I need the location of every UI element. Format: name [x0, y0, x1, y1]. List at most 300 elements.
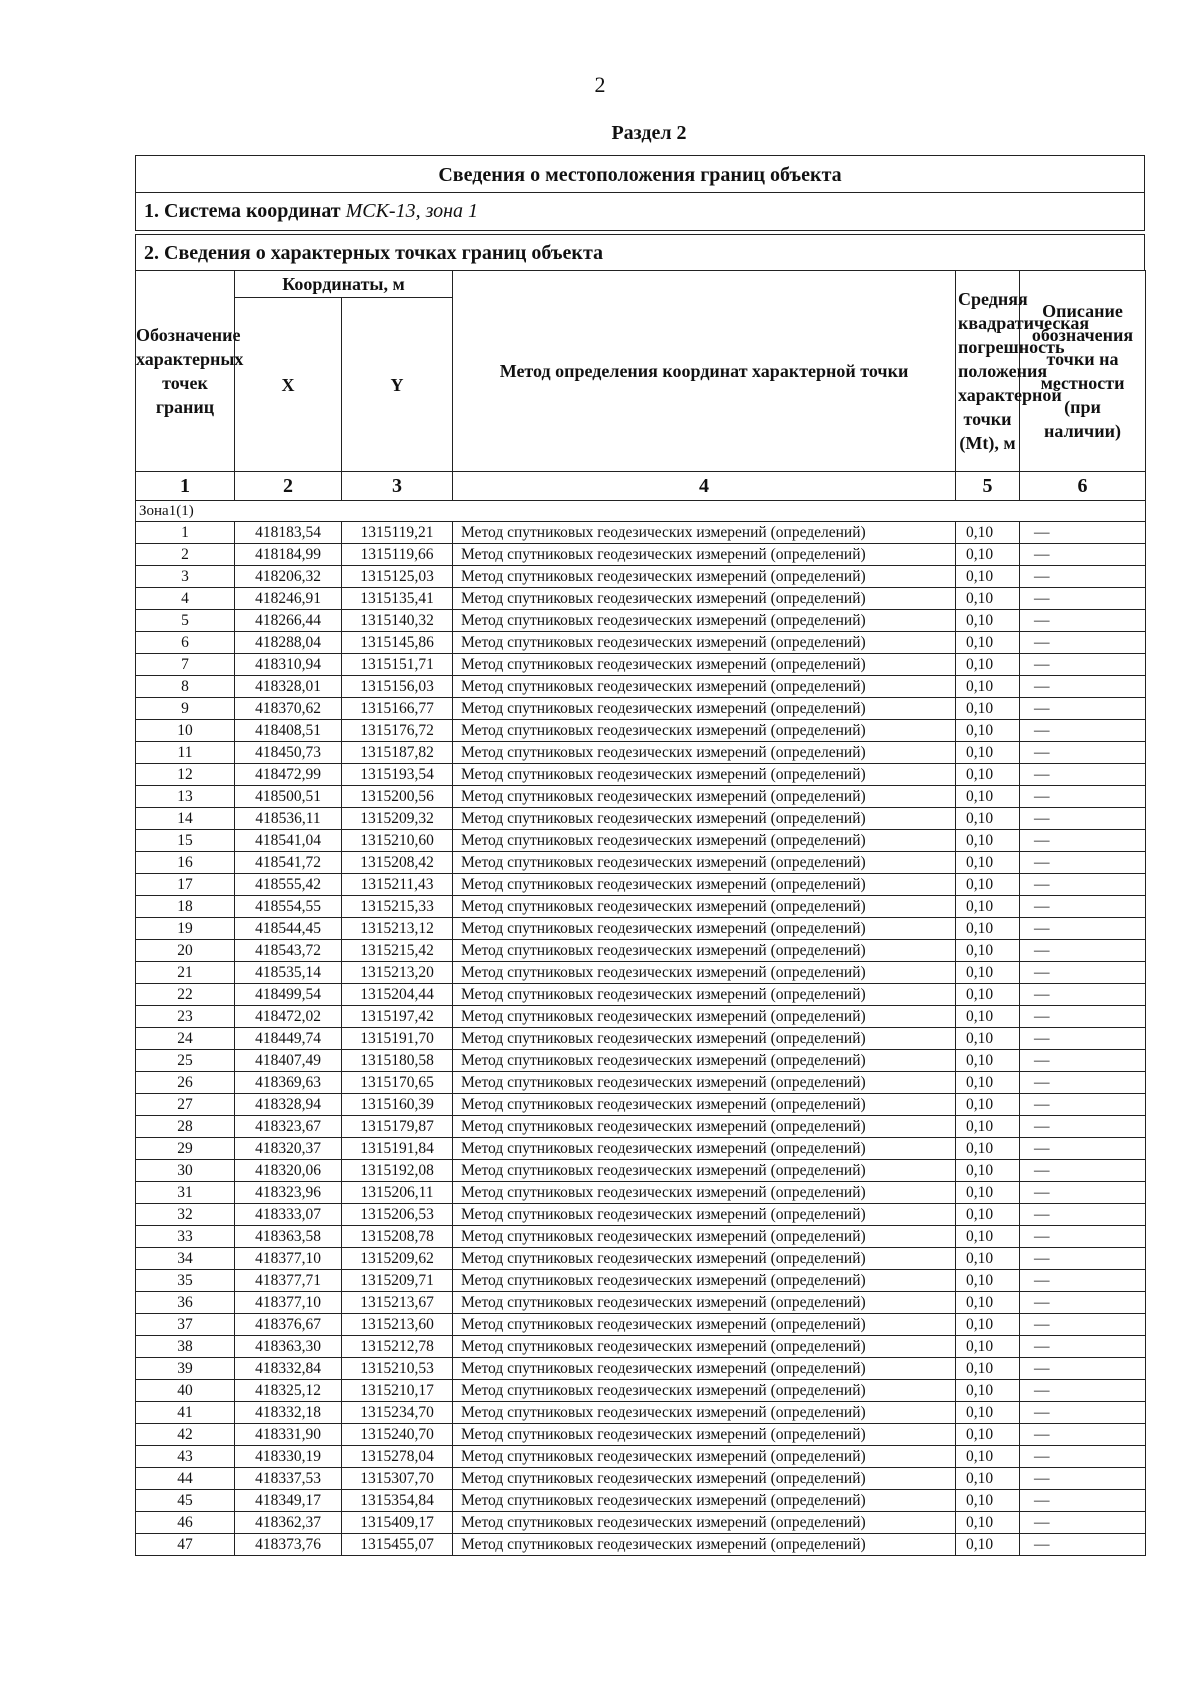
- method-cell: Метод спутниковых геодезических измерений (определений): [453, 1226, 956, 1248]
- description-cell: —: [1020, 1358, 1146, 1380]
- description-cell: —: [1020, 588, 1146, 610]
- description-cell: —: [1020, 1490, 1146, 1512]
- coord-y: 1315210,17: [342, 1380, 453, 1402]
- description-cell: —: [1020, 1160, 1146, 1182]
- table-row: [136, 632, 1146, 654]
- point-number: 15: [136, 830, 235, 852]
- error-cell: 0,10: [956, 632, 1020, 654]
- error-cell: 0,10: [956, 1006, 1020, 1028]
- coord-y: 1315204,44: [342, 984, 453, 1006]
- point-number: 24: [136, 1028, 235, 1050]
- coord-x: 418408,51: [235, 720, 342, 742]
- error-cell: 0,10: [956, 610, 1020, 632]
- method-cell: Метод спутниковых геодезических измерений (определений): [453, 830, 956, 852]
- coord-x: 418449,74: [235, 1028, 342, 1050]
- coord-y: 1315354,84: [342, 1490, 453, 1512]
- coord-x: 418472,99: [235, 764, 342, 786]
- method-cell: Метод спутниковых геодезических измерений (определений): [453, 1446, 956, 1468]
- table-row: [136, 1380, 1146, 1402]
- point-number: 39: [136, 1358, 235, 1380]
- description-cell: —: [1020, 808, 1146, 830]
- coord-x: 418543,72: [235, 940, 342, 962]
- point-number: 31: [136, 1182, 235, 1204]
- error-cell: 0,10: [956, 1160, 1020, 1182]
- coord-y: 1315213,60: [342, 1314, 453, 1336]
- coord-x: 418328,94: [235, 1094, 342, 1116]
- error-cell: 0,10: [956, 1314, 1020, 1336]
- table-row: [136, 1468, 1146, 1490]
- method-cell: Метод спутниковых геодезических измерений (определений): [453, 808, 956, 830]
- coord-x: 418325,12: [235, 1380, 342, 1402]
- coord-x: 418541,72: [235, 852, 342, 874]
- coord-x: 418333,07: [235, 1204, 342, 1226]
- error-cell: 0,10: [956, 984, 1020, 1006]
- coord-y: 1315210,60: [342, 830, 453, 852]
- error-cell: 0,10: [956, 566, 1020, 588]
- error-cell: 0,10: [956, 1534, 1020, 1556]
- point-number: 32: [136, 1204, 235, 1226]
- table-row: [136, 1138, 1146, 1160]
- coord-y: 1315307,70: [342, 1468, 453, 1490]
- description-cell: —: [1020, 1116, 1146, 1138]
- error-cell: 0,10: [956, 1380, 1020, 1402]
- point-number: 46: [136, 1512, 235, 1534]
- description-cell: —: [1020, 698, 1146, 720]
- coord-x: 418332,84: [235, 1358, 342, 1380]
- coord-x: 418330,19: [235, 1446, 342, 1468]
- point-number: 35: [136, 1270, 235, 1292]
- description-cell: —: [1020, 1094, 1146, 1116]
- column-number: 2: [235, 472, 342, 501]
- method-cell: Метод спутниковых геодезических измерений (определений): [453, 1028, 956, 1050]
- point-number: 38: [136, 1336, 235, 1358]
- point-number: 11: [136, 742, 235, 764]
- method-cell: Метод спутниковых геодезических измерений (определений): [453, 1270, 956, 1292]
- error-cell: 0,10: [956, 1512, 1020, 1534]
- coord-y: 1315119,21: [342, 522, 453, 544]
- coord-x: 418183,54: [235, 522, 342, 544]
- table-row: [136, 610, 1146, 632]
- coord-y: 1315125,03: [342, 566, 453, 588]
- column-number: 3: [342, 472, 453, 501]
- method-cell: Метод спутниковых геодезических измерений (определений): [453, 742, 956, 764]
- coord-y: 1315215,42: [342, 940, 453, 962]
- coord-y: 1315156,03: [342, 676, 453, 698]
- method-cell: Метод спутниковых геодезических измерений (определений): [453, 764, 956, 786]
- table-row: [136, 1160, 1146, 1182]
- table-row: [136, 1358, 1146, 1380]
- description-cell: —: [1020, 654, 1146, 676]
- coord-x: 418328,01: [235, 676, 342, 698]
- point-number: 6: [136, 632, 235, 654]
- coord-y: 1315135,41: [342, 588, 453, 610]
- method-cell: Метод спутниковых геодезических измерений (определений): [453, 1204, 956, 1226]
- error-cell: 0,10: [956, 544, 1020, 566]
- error-cell: 0,10: [956, 1028, 1020, 1050]
- points-table: [135, 270, 1146, 1556]
- coord-y: 1315151,71: [342, 654, 453, 676]
- method-cell: Метод спутниковых геодезических измерений (определений): [453, 1490, 956, 1512]
- coord-y: 1315211,43: [342, 874, 453, 896]
- coord-y: 1315191,70: [342, 1028, 453, 1050]
- coord-y: 1315212,78: [342, 1336, 453, 1358]
- point-number: 42: [136, 1424, 235, 1446]
- table-row: [136, 1314, 1146, 1336]
- error-cell: 0,10: [956, 1226, 1020, 1248]
- description-cell: —: [1020, 896, 1146, 918]
- table-row: [136, 984, 1146, 1006]
- coord-x: 418377,10: [235, 1248, 342, 1270]
- description-cell: —: [1020, 1336, 1146, 1358]
- coord-y: 1315213,12: [342, 918, 453, 940]
- coord-y: 1315278,04: [342, 1446, 453, 1468]
- table-row: [136, 588, 1146, 610]
- description-cell: —: [1020, 742, 1146, 764]
- coord-x: 418377,10: [235, 1292, 342, 1314]
- column-number: 1: [136, 472, 235, 501]
- coord-x: 418544,45: [235, 918, 342, 940]
- coord-y: 1315208,78: [342, 1226, 453, 1248]
- coord-x: 418500,51: [235, 786, 342, 808]
- error-cell: 0,10: [956, 522, 1020, 544]
- error-cell: 0,10: [956, 720, 1020, 742]
- boundary-info-frame: [135, 155, 1145, 1556]
- coord-x: 418323,96: [235, 1182, 342, 1204]
- description-cell: —: [1020, 1006, 1146, 1028]
- col-header-y: Y: [342, 298, 453, 472]
- point-number: 10: [136, 720, 235, 742]
- table-row: [136, 764, 1146, 786]
- column-number: 4: [453, 472, 956, 501]
- method-cell: Метод спутниковых геодезических измерений (определений): [453, 940, 956, 962]
- table-row: [136, 720, 1146, 742]
- method-cell: Метод спутниковых геодезических измерений (определений): [453, 1160, 956, 1182]
- method-cell: Метод спутниковых геодезических измерений (определений): [453, 1402, 956, 1424]
- point-number: 4: [136, 588, 235, 610]
- point-number: 3: [136, 566, 235, 588]
- error-cell: 0,10: [956, 1490, 1020, 1512]
- description-cell: —: [1020, 1226, 1146, 1248]
- description-cell: —: [1020, 566, 1146, 588]
- method-cell: Метод спутниковых геодезических измерений (определений): [453, 1138, 956, 1160]
- error-cell: 0,10: [956, 1358, 1020, 1380]
- method-cell: Метод спутниковых геодезических измерений (определений): [453, 1006, 956, 1028]
- error-cell: 0,10: [956, 918, 1020, 940]
- method-cell: Метод спутниковых геодезических измерений (определений): [453, 962, 956, 984]
- col-header-x: X: [235, 298, 342, 472]
- description-cell: —: [1020, 1072, 1146, 1094]
- method-cell: Метод спутниковых геодезических измерений (определений): [453, 1358, 956, 1380]
- method-cell: Метод спутниковых геодезических измерений (определений): [453, 896, 956, 918]
- method-cell: Метод спутниковых геодезических измерений (определений): [453, 610, 956, 632]
- table-row: [136, 544, 1146, 566]
- error-cell: 0,10: [956, 1050, 1020, 1072]
- method-cell: Метод спутниковых геодезических измерений (определений): [453, 1292, 956, 1314]
- coord-y: 1315119,66: [342, 544, 453, 566]
- coord-y: 1315179,87: [342, 1116, 453, 1138]
- method-cell: Метод спутниковых геодезических измерений (определений): [453, 1336, 956, 1358]
- coord-x: 418246,91: [235, 588, 342, 610]
- description-cell: —: [1020, 720, 1146, 742]
- error-cell: 0,10: [956, 1116, 1020, 1138]
- coord-x: 418310,94: [235, 654, 342, 676]
- method-cell: Метод спутниковых геодезических измерений (определений): [453, 786, 956, 808]
- description-cell: —: [1020, 1182, 1146, 1204]
- coord-y: 1315209,32: [342, 808, 453, 830]
- coord-x: 418323,67: [235, 1116, 342, 1138]
- coord-x: 418407,49: [235, 1050, 342, 1072]
- column-number-row: [136, 472, 1146, 501]
- error-cell: 0,10: [956, 1182, 1020, 1204]
- point-number: 12: [136, 764, 235, 786]
- points-table-body: [136, 522, 1146, 1556]
- error-cell: 0,10: [956, 852, 1020, 874]
- coord-x: 418363,30: [235, 1336, 342, 1358]
- error-cell: 0,10: [956, 764, 1020, 786]
- description-cell: —: [1020, 1028, 1146, 1050]
- method-cell: Метод спутниковых геодезических измерений (определений): [453, 1116, 956, 1138]
- table-row: [136, 1072, 1146, 1094]
- point-number: 37: [136, 1314, 235, 1336]
- error-cell: 0,10: [956, 1270, 1020, 1292]
- description-cell: —: [1020, 1270, 1146, 1292]
- coord-y: 1315193,54: [342, 764, 453, 786]
- point-number: 5: [136, 610, 235, 632]
- table-row: [136, 808, 1146, 830]
- coord-x: 418363,58: [235, 1226, 342, 1248]
- coord-y: 1315206,53: [342, 1204, 453, 1226]
- coord-x: 418499,54: [235, 984, 342, 1006]
- description-cell: —: [1020, 1138, 1146, 1160]
- table-row: [136, 830, 1146, 852]
- error-cell: 0,10: [956, 896, 1020, 918]
- description-cell: —: [1020, 830, 1146, 852]
- description-cell: —: [1020, 764, 1146, 786]
- point-number: 17: [136, 874, 235, 896]
- method-cell: Метод спутниковых геодезических измерений (определений): [453, 588, 956, 610]
- point-number: 43: [136, 1446, 235, 1468]
- description-cell: —: [1020, 1248, 1146, 1270]
- coord-y: 1315187,82: [342, 742, 453, 764]
- coord-y: 1315180,58: [342, 1050, 453, 1072]
- error-cell: 0,10: [956, 1094, 1020, 1116]
- table-row: [136, 1512, 1146, 1534]
- table-row: [136, 1534, 1146, 1556]
- table-row: [136, 918, 1146, 940]
- coord-y: 1315210,53: [342, 1358, 453, 1380]
- table-row: [136, 852, 1146, 874]
- method-cell: Метод спутниковых геодезических измерений (определений): [453, 1314, 956, 1336]
- table-row: [136, 940, 1146, 962]
- table-row: [136, 962, 1146, 984]
- error-cell: 0,10: [956, 940, 1020, 962]
- method-cell: Метод спутниковых геодезических измерений (определений): [453, 1424, 956, 1446]
- coord-y: 1315206,11: [342, 1182, 453, 1204]
- description-cell: —: [1020, 1380, 1146, 1402]
- table-row: [136, 786, 1146, 808]
- coord-x: 418373,76: [235, 1534, 342, 1556]
- description-cell: —: [1020, 962, 1146, 984]
- point-number: 14: [136, 808, 235, 830]
- coord-y: 1315145,86: [342, 632, 453, 654]
- point-number: 2: [136, 544, 235, 566]
- coord-y: 1315409,17: [342, 1512, 453, 1534]
- coord-y: 1315234,70: [342, 1402, 453, 1424]
- error-cell: 0,10: [956, 1402, 1020, 1424]
- coord-x: 418331,90: [235, 1424, 342, 1446]
- point-number: 45: [136, 1490, 235, 1512]
- coord-x: 418555,42: [235, 874, 342, 896]
- point-number: 23: [136, 1006, 235, 1028]
- coordinate-system-label: 1. Система координат: [144, 200, 341, 222]
- point-number: 7: [136, 654, 235, 676]
- table-row: [136, 742, 1146, 764]
- point-number: 9: [136, 698, 235, 720]
- error-cell: 0,10: [956, 1204, 1020, 1226]
- coord-y: 1315213,20: [342, 962, 453, 984]
- method-cell: Метод спутниковых геодезических измерений (определений): [453, 566, 956, 588]
- point-number: 40: [136, 1380, 235, 1402]
- table-row: [136, 676, 1146, 698]
- point-number: 27: [136, 1094, 235, 1116]
- coord-x: 418206,32: [235, 566, 342, 588]
- column-number: 5: [956, 472, 1020, 501]
- point-number: 19: [136, 918, 235, 940]
- table-row: [136, 1446, 1146, 1468]
- error-cell: 0,10: [956, 1138, 1020, 1160]
- zone-label: Зона1(1): [136, 501, 1146, 522]
- method-cell: Метод спутниковых геодезических измерений (определений): [453, 984, 956, 1006]
- coord-x: 418362,37: [235, 1512, 342, 1534]
- coord-y: 1315455,07: [342, 1534, 453, 1556]
- error-cell: 0,10: [956, 676, 1020, 698]
- error-cell: 0,10: [956, 830, 1020, 852]
- description-cell: —: [1020, 1446, 1146, 1468]
- table-row: [136, 1182, 1146, 1204]
- point-number: 33: [136, 1226, 235, 1248]
- description-cell: —: [1020, 1468, 1146, 1490]
- error-cell: 0,10: [956, 698, 1020, 720]
- description-cell: —: [1020, 1292, 1146, 1314]
- coord-y: 1315170,65: [342, 1072, 453, 1094]
- description-cell: —: [1020, 632, 1146, 654]
- table-row: [136, 566, 1146, 588]
- description-cell: —: [1020, 1534, 1146, 1556]
- point-number: 25: [136, 1050, 235, 1072]
- error-cell: 0,10: [956, 1424, 1020, 1446]
- point-number: 47: [136, 1534, 235, 1556]
- description-cell: —: [1020, 1402, 1146, 1424]
- description-cell: —: [1020, 852, 1146, 874]
- coord-x: 418266,44: [235, 610, 342, 632]
- table-row: [136, 1270, 1146, 1292]
- method-cell: Метод спутниковых геодезических измерений (определений): [453, 1248, 956, 1270]
- point-number: 21: [136, 962, 235, 984]
- coord-y: 1315208,42: [342, 852, 453, 874]
- coord-x: 418332,18: [235, 1402, 342, 1424]
- method-cell: Метод спутниковых геодезических измерений (определений): [453, 1072, 956, 1094]
- point-number: 20: [136, 940, 235, 962]
- coordinate-system-value: МСК-13, зона 1: [345, 200, 479, 222]
- error-cell: 0,10: [956, 742, 1020, 764]
- coord-y: 1315215,33: [342, 896, 453, 918]
- method-cell: Метод спутниковых геодезических измерений (определений): [453, 1094, 956, 1116]
- method-cell: Метод спутниковых геодезических измерений (определений): [453, 1534, 956, 1556]
- method-cell: Метод спутниковых геодезических измерений (определений): [453, 676, 956, 698]
- point-number: 1: [136, 522, 235, 544]
- coord-y: 1315200,56: [342, 786, 453, 808]
- point-number: 22: [136, 984, 235, 1006]
- table-row: [136, 896, 1146, 918]
- error-cell: 0,10: [956, 874, 1020, 896]
- method-cell: Метод спутниковых геодезических измерений (определений): [453, 874, 956, 896]
- point-number: 18: [136, 896, 235, 918]
- table-row: [136, 1226, 1146, 1248]
- coord-x: 418554,55: [235, 896, 342, 918]
- error-cell: 0,10: [956, 588, 1020, 610]
- coord-y: 1315213,67: [342, 1292, 453, 1314]
- description-cell: —: [1020, 874, 1146, 896]
- method-cell: Метод спутниковых геодезических измерений (определений): [453, 632, 956, 654]
- coord-x: 418376,67: [235, 1314, 342, 1336]
- coord-x: 418450,73: [235, 742, 342, 764]
- description-cell: —: [1020, 786, 1146, 808]
- section-title: Раздел 2: [611, 122, 687, 144]
- coord-y: 1315209,71: [342, 1270, 453, 1292]
- col-header-error: Средняя квадратическая погрешность положения характерной точки (Mt), м: [956, 271, 1020, 472]
- error-cell: 0,10: [956, 1072, 1020, 1094]
- col-header-designation: Обозначение характерных точек границ: [136, 271, 235, 472]
- method-cell: Метод спутниковых геодезических измерений (определений): [453, 1512, 956, 1534]
- method-cell: Метод спутниковых геодезических измерений (определений): [453, 544, 956, 566]
- coord-x: 418377,71: [235, 1270, 342, 1292]
- description-cell: —: [1020, 918, 1146, 940]
- point-number: 44: [136, 1468, 235, 1490]
- coord-x: 418370,62: [235, 698, 342, 720]
- table-row: [136, 1006, 1146, 1028]
- table-row: [136, 1094, 1146, 1116]
- method-cell: Метод спутниковых геодезических измерений (определений): [453, 654, 956, 676]
- description-cell: —: [1020, 544, 1146, 566]
- method-cell: Метод спутниковых геодезических измерений (определений): [453, 522, 956, 544]
- table-row: [136, 522, 1146, 544]
- description-cell: —: [1020, 676, 1146, 698]
- error-cell: 0,10: [956, 1292, 1020, 1314]
- description-cell: —: [1020, 1050, 1146, 1072]
- col-header-coordinates: Координаты, м: [235, 271, 453, 298]
- description-cell: —: [1020, 984, 1146, 1006]
- error-cell: 0,10: [956, 1336, 1020, 1358]
- coord-y: 1315191,84: [342, 1138, 453, 1160]
- table-row: [136, 1050, 1146, 1072]
- description-cell: —: [1020, 1512, 1146, 1534]
- error-cell: 0,10: [956, 654, 1020, 676]
- col-header-description: Описание обозначения точки на местности (при наличии): [1020, 271, 1146, 472]
- method-cell: Метод спутниковых геодезических измерений (определений): [453, 852, 956, 874]
- method-cell: Метод спутниковых геодезических измерений (определений): [453, 698, 956, 720]
- table-row: [136, 1028, 1146, 1050]
- table-row: [136, 1424, 1146, 1446]
- error-cell: 0,10: [956, 1446, 1020, 1468]
- description-cell: —: [1020, 1424, 1146, 1446]
- error-cell: 0,10: [956, 808, 1020, 830]
- coord-x: 418541,04: [235, 830, 342, 852]
- coord-y: 1315166,77: [342, 698, 453, 720]
- method-cell: Метод спутниковых геодезических измерений (определений): [453, 1468, 956, 1490]
- table-row: [136, 1292, 1146, 1314]
- method-cell: Метод спутниковых геодезических измерений (определений): [453, 1380, 956, 1402]
- coord-y: 1315192,08: [342, 1160, 453, 1182]
